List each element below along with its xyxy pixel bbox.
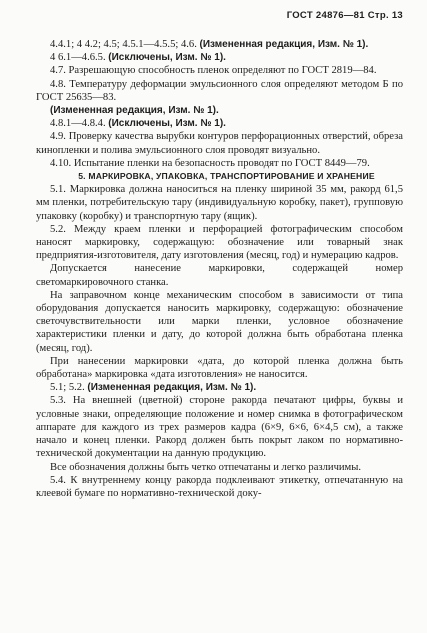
paragraph-note: (Измененная редакция, Изм. № 1). xyxy=(199,39,369,50)
paragraph xyxy=(36,117,403,130)
paragraph xyxy=(36,289,403,355)
paragraph-text: 4.7. Разрешающую способность пленок определяют по ГОСТ 2819—84. xyxy=(50,65,377,77)
paragraph xyxy=(36,474,403,500)
paragraphs-top xyxy=(36,38,403,170)
paragraph-text: При нанесении маркировки «дата, до которой пленка должна быть обработана» маркировка «дата изготовления» не наносится. xyxy=(36,355,403,381)
paragraph-text: 4.8. Температуру деформации эмульсионного слоя определяют методом Б по ГОСТ 25635—83. xyxy=(36,78,403,103)
paragraph-note: (Исключены, Изм. № 1). xyxy=(108,52,226,64)
paragraph-text: 4.8.1—4.8.4. xyxy=(50,118,109,130)
paragraph xyxy=(36,461,403,474)
paragraph-text: 4.4.1; 4 4.2; 4.5; 4.5.1—4.5.5; 4.6. xyxy=(50,39,200,50)
paragraph xyxy=(36,183,403,223)
paragraph-note: (Измененная редакция, Изм. № 1). xyxy=(50,105,219,117)
paragraph-text: Допускается нанесение маркировки, содержащей номер светомаркировочного станка. xyxy=(36,263,403,288)
paragraph-note: (Измененная редакция, Изм. № 1). xyxy=(87,382,257,394)
paragraph-text: 4.9. Проверку качества вырубки контуров перфорационных отверстий, обреза кинопленки и полива эмульсионного слоя проводят визуально. xyxy=(36,131,403,156)
paragraph-text: 4.10. Испытание пленки на безопасность проводят по ГОСТ 8449—79. xyxy=(50,157,370,169)
paragraph-note: (Исключены, Изм. № 1). xyxy=(108,118,226,130)
paragraph xyxy=(36,223,403,263)
paragraph-text: 4 6.1—4.6.5. xyxy=(50,52,109,64)
paragraph-text: 5.3. На внешней (цветной) стороне ракорда печатают цифры, буквы и условные знаки, определяющие положение и номер снимка в фотографическом аппарате для каждого из трех размеров кадра (6×9, 6×6, 6×4,5 см), а также начало и конец пленки. Ракорд должен быть покрыт лаком по нормативно-технической документации на данную продукцию. xyxy=(36,395,403,460)
section-title: 5. МАРКИРОВКА, УПАКОВКА, ТРАНСПОРТИРОВАНИЕ И ХРАНЕНИЕ xyxy=(78,171,375,182)
paragraph xyxy=(36,78,403,104)
paragraph-text: Все обозначения должны быть четко отпечатаны и легко различимы. xyxy=(50,461,362,473)
document-body xyxy=(36,38,403,500)
paragraph xyxy=(36,157,403,170)
page-header: ГОСТ 24876—81 Стр. 13 xyxy=(286,10,403,21)
paragraph xyxy=(36,51,403,64)
paragraph xyxy=(36,262,403,288)
paragraph xyxy=(36,394,403,460)
paragraph xyxy=(36,64,403,77)
paragraph-text: 5.2. Между краем пленки и перфорацией фотографическим способом наносят маркировку, содержащую: обозначение или товарный знак предприятия-изготовителя, дату изготовления (месяц, год) и нумерацию кадров. xyxy=(36,223,403,262)
paragraph xyxy=(36,38,403,51)
paragraph-text: 5.4. К внутреннему концу ракорда подклеивают этикетку, отпечатанную на клеевой бумаге по нормативно-технической доку- xyxy=(36,474,403,499)
paragraph-text: На заправочном конце механическим способом в зависимости от типа оборудования допускается наносить маркировку, содержащую: обозначение светочувствительности или марки пленки, условное обозначение характеристики пленки и дату, до которой должна быть обработана пленка (месяц, год). xyxy=(36,289,403,354)
paragraph xyxy=(36,130,403,156)
paragraph-text: 5.1; 5.2. xyxy=(50,382,88,394)
paragraph xyxy=(36,355,403,381)
paragraph-text: 5.1. Маркировка должна наноситься на пленку шириной 35 мм, ракорд 61,5 мм пленки, потребительскую тару (индивидуальную коробку, пакет), групповую упаковку (коробку) и транспортную тару (ящик). xyxy=(36,184,403,222)
paragraphs-bottom xyxy=(36,183,403,500)
paragraph xyxy=(36,104,403,117)
paragraph xyxy=(36,381,403,394)
